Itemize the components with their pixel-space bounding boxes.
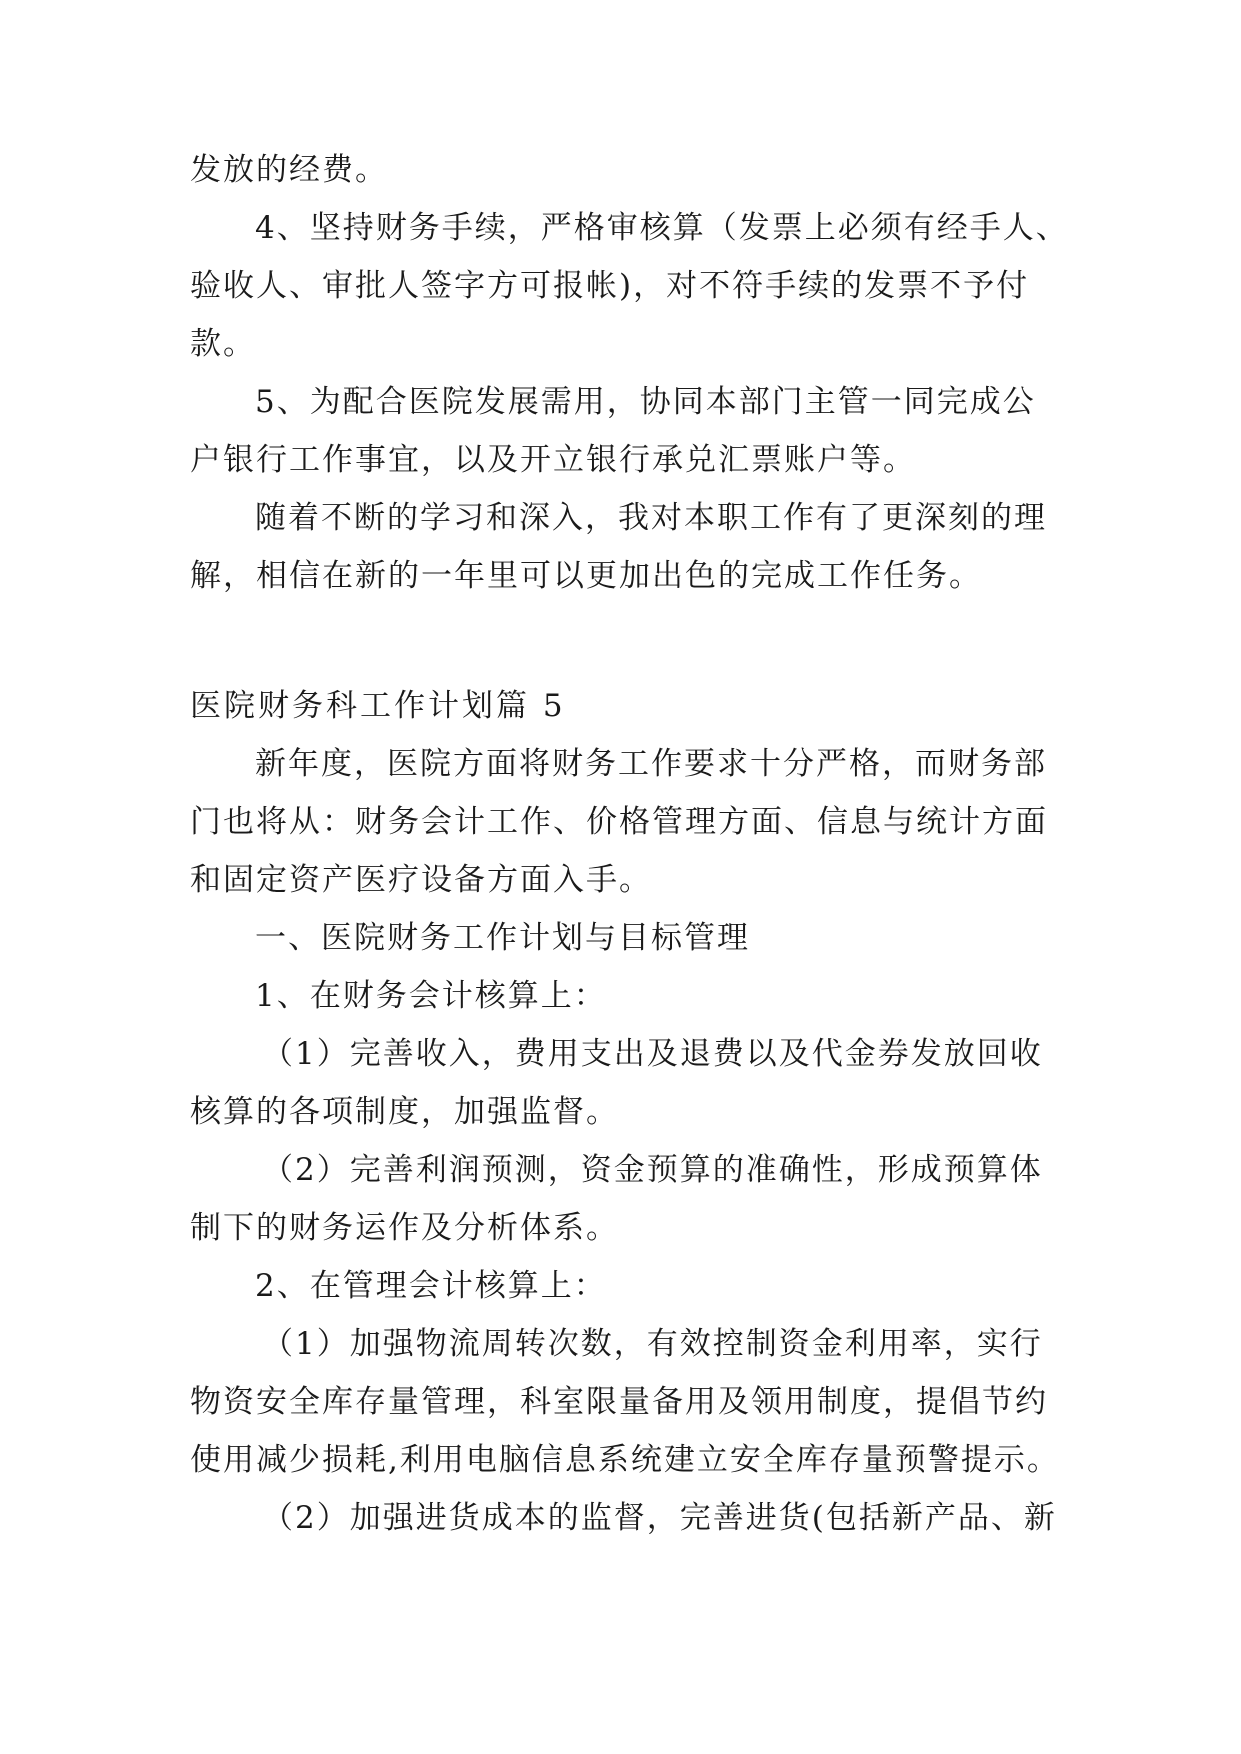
- paragraph-line: 制下的财务运作及分析体系。: [190, 1210, 619, 1246]
- paragraph-line: （1）加强物流周转次数，有效控制资金利用率，实行: [262, 1326, 1043, 1362]
- paragraph-line: 一、医院财务工作计划与目标管理: [255, 920, 750, 956]
- paragraph-line: 2、在管理会计核算上：: [255, 1268, 607, 1304]
- paragraph-line: 解，相信在新的一年里可以更加出色的完成工作任务。: [190, 558, 982, 594]
- paragraph-line: 发放的经费。: [190, 152, 388, 188]
- paragraph-line: 验收人、审批人签字方可报帐)，对不符手续的发票不予付: [190, 268, 1030, 304]
- paragraph-line: 5、为配合医院发展需用，协同本部门主管一同完成公: [255, 384, 1036, 420]
- paragraph-line: 新年度，医院方面将财务工作要求十分严格，而财务部: [255, 746, 1047, 782]
- paragraph-line: 随着不断的学习和深入，我对本职工作有了更深刻的理: [255, 500, 1047, 536]
- paragraph-line: 门也将从：财务会计工作、价格管理方面、信息与统计方面: [190, 804, 1048, 840]
- paragraph-line: 1、在财务会计核算上：: [255, 978, 607, 1014]
- paragraph-line: 使用减少损耗,利用电脑信息系统建立安全库存量预警提示。: [190, 1442, 1060, 1478]
- section-heading: 医院财务科工作计划篇 5: [190, 688, 566, 724]
- paragraph-line: （2）加强进货成本的监督，完善进货(包括新产品、新: [262, 1500, 1057, 1536]
- paragraph-line: （2）完善利润预测，资金预算的准确性，形成预算体: [262, 1152, 1043, 1188]
- paragraph-line: 款。: [190, 326, 256, 362]
- paragraph-line: 4、坚持财务手续，严格审核算（发票上必须有经手人、: [255, 210, 1069, 246]
- paragraph-line: 核算的各项制度，加强监督。: [190, 1094, 619, 1130]
- paragraph-line: 户银行工作事宜，以及开立银行承兑汇票账户等。: [190, 442, 916, 478]
- paragraph-line: 物资安全库存量管理，科室限量备用及领用制度，提倡节约: [190, 1384, 1048, 1420]
- paragraph-line: 和固定资产医疗设备方面入手。: [190, 862, 652, 898]
- paragraph-line: （1）完善收入，费用支出及退费以及代金券发放回收: [262, 1036, 1043, 1072]
